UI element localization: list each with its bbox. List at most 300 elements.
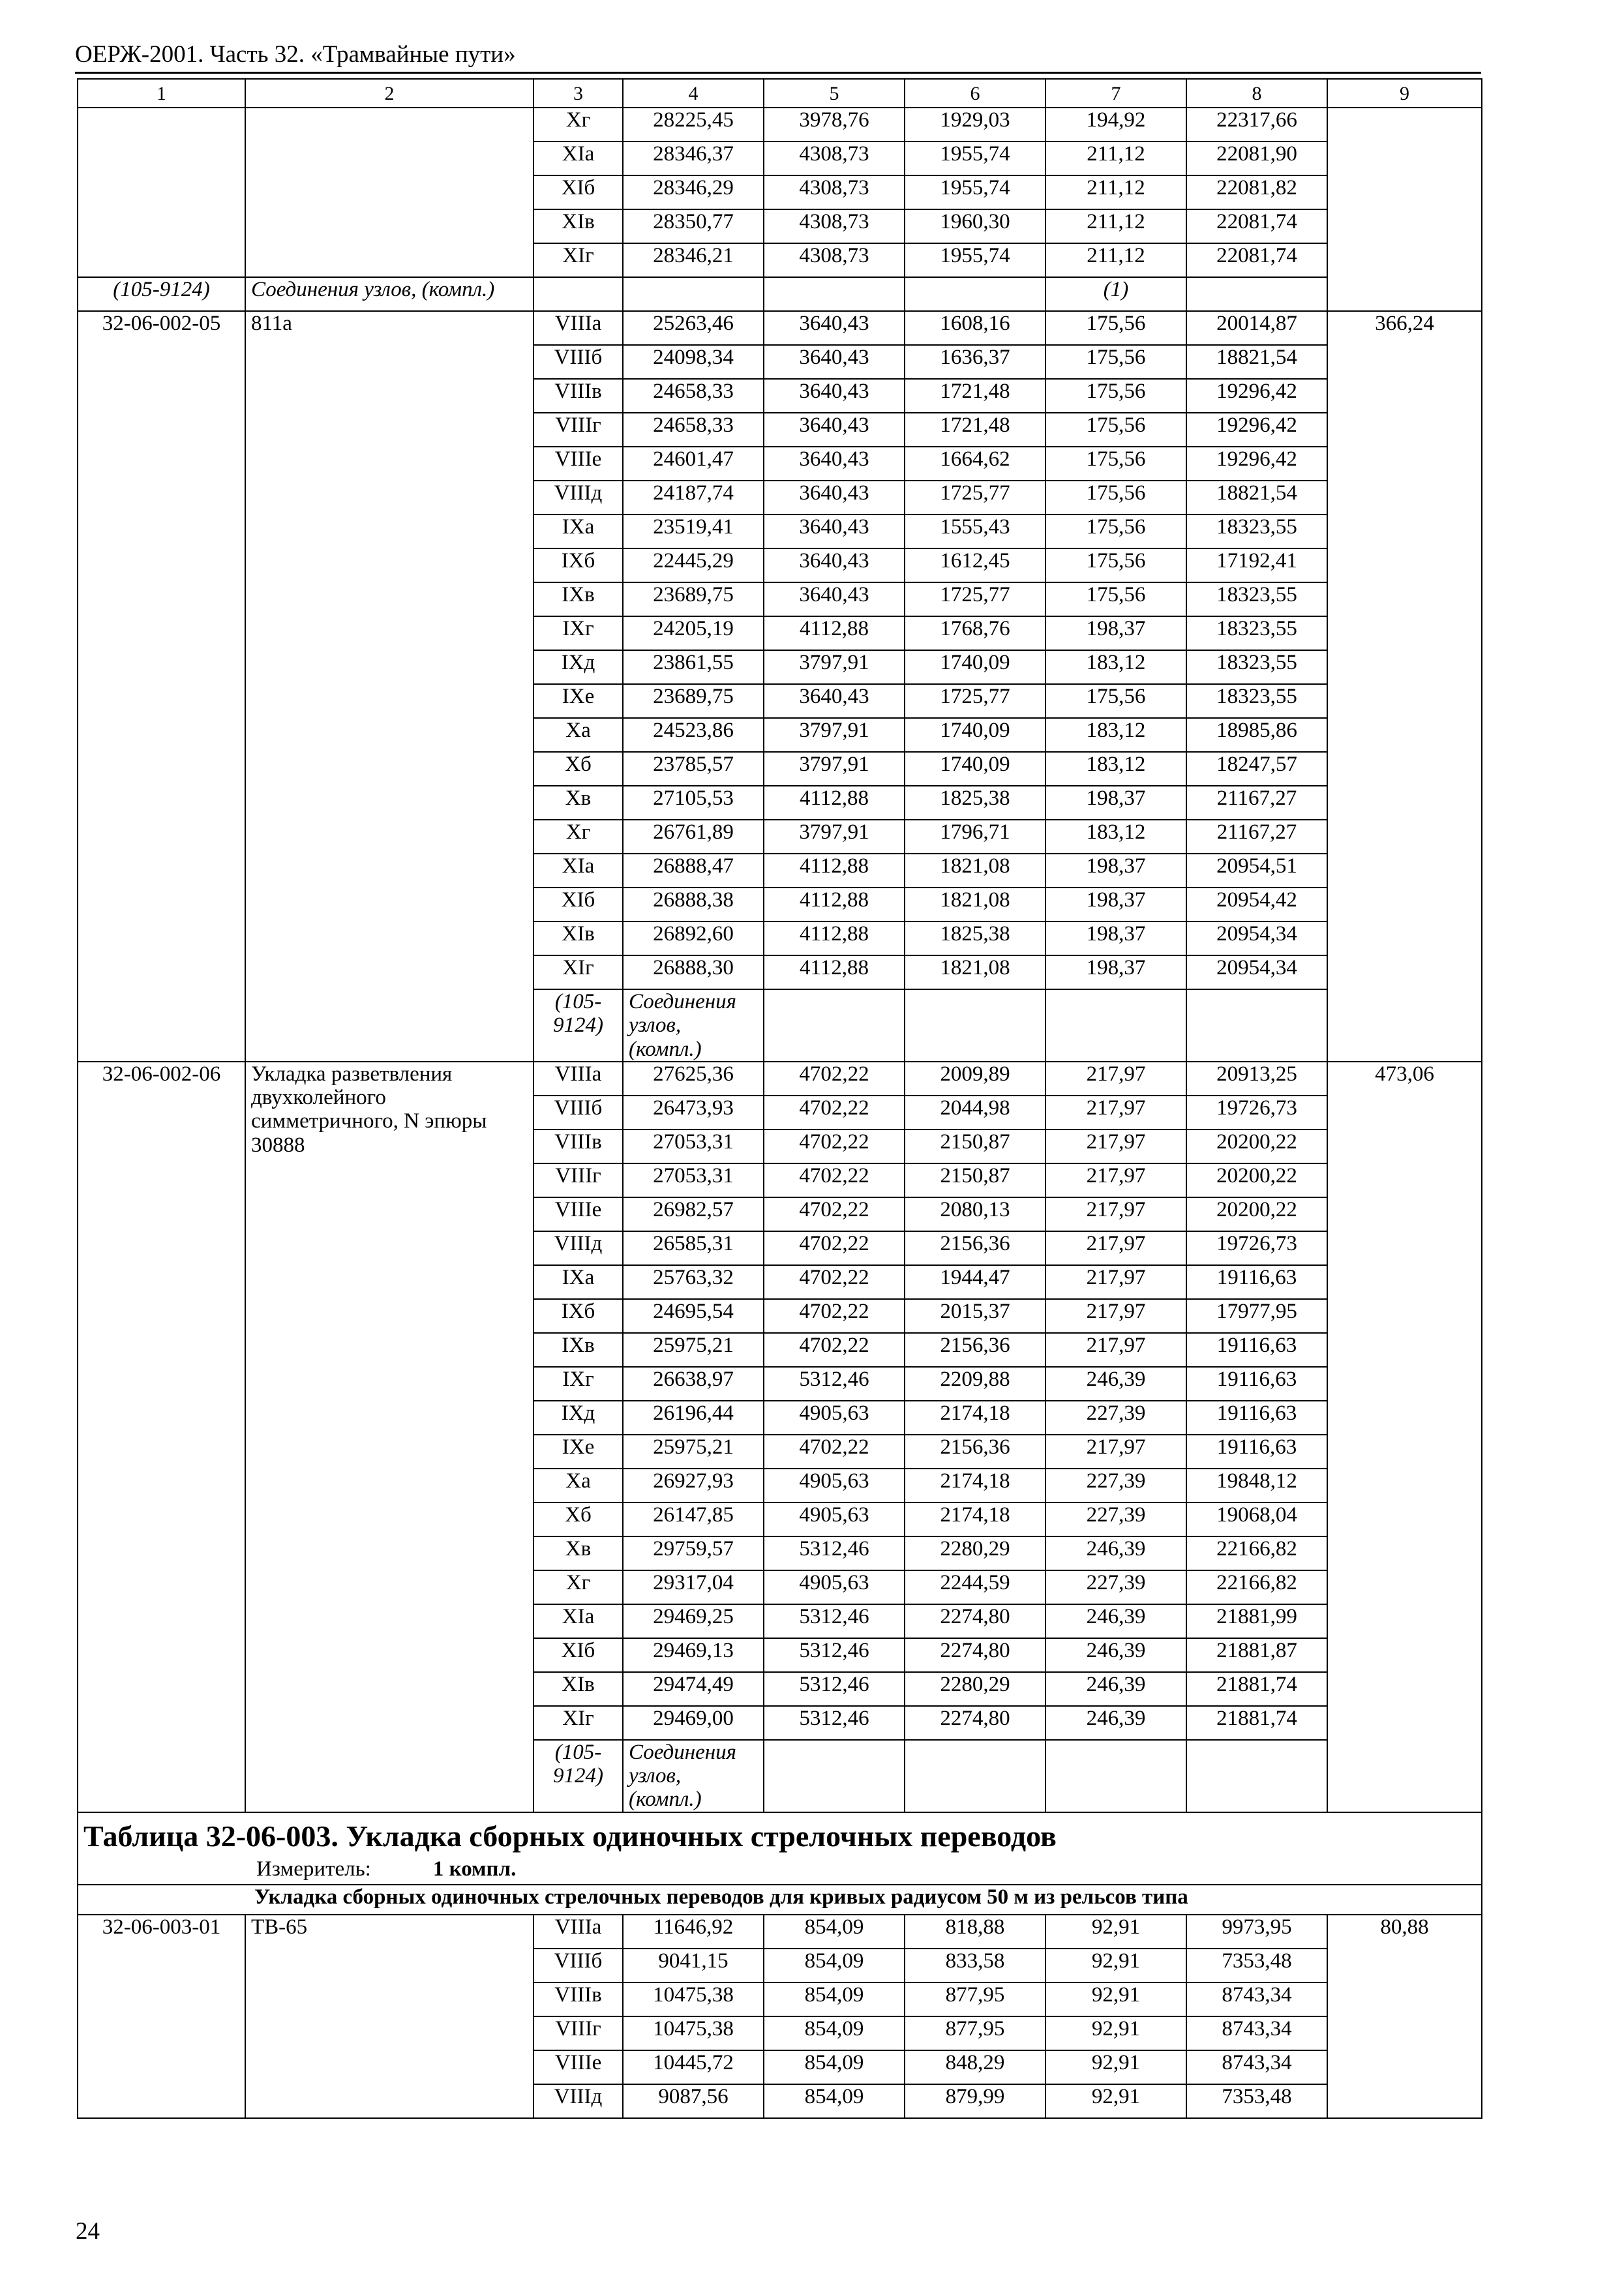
value-cell: 2274,80: [905, 1706, 1045, 1740]
value-cell: 92,91: [1045, 1915, 1186, 1949]
value-cell: 28225,45: [623, 108, 764, 142]
value-cell: 1955,74: [905, 243, 1045, 277]
value-cell: 833,58: [905, 1949, 1045, 1982]
value-cell: 29317,04: [623, 1570, 764, 1604]
resource-code: (105-9124): [534, 1740, 623, 1812]
value-cell: 211,12: [1045, 142, 1186, 175]
value-cell: 22081,82: [1186, 175, 1327, 209]
value-cell: 29759,57: [623, 1536, 764, 1570]
header-rule: [75, 72, 1481, 74]
item-name: [245, 108, 534, 277]
value-cell: 2274,80: [905, 1604, 1045, 1638]
item-name: ТВ-65: [245, 1915, 534, 2118]
value-cell: 5312,46: [764, 1672, 905, 1706]
empty-cell: [905, 277, 1045, 311]
region-cell: IXа: [534, 1265, 623, 1299]
value-cell: 21881,74: [1186, 1706, 1327, 1740]
value-cell: 7353,48: [1186, 1949, 1327, 1982]
value-cell: 877,95: [905, 1982, 1045, 2016]
region-cell: IXб: [534, 548, 623, 582]
value-cell: 4702,22: [764, 1130, 905, 1163]
region-cell: VIIIг: [534, 2016, 623, 2050]
value-cell: 854,09: [764, 1982, 905, 2016]
value-cell: 217,97: [1045, 1197, 1186, 1231]
value-cell: 4112,88: [764, 786, 905, 820]
measure-line: [83, 1854, 1476, 1884]
value-cell: 1608,16: [905, 311, 1045, 345]
value-cell: 26888,47: [623, 854, 764, 888]
value-cell: 4112,88: [764, 921, 905, 955]
value-cell: 4702,22: [764, 1096, 905, 1130]
value-cell: 29469,13: [623, 1638, 764, 1672]
value-cell: 20200,22: [1186, 1197, 1327, 1231]
item-code: 32-06-003-01: [78, 1915, 245, 2118]
value-cell: 4702,22: [764, 1197, 905, 1231]
value-cell: 227,39: [1045, 1570, 1186, 1604]
region-cell: VIIIв: [534, 379, 623, 413]
value-cell: 20200,22: [1186, 1130, 1327, 1163]
region-cell: VIIIд: [534, 481, 623, 515]
value-cell: 2150,87: [905, 1130, 1045, 1163]
value-cell: 19296,42: [1186, 413, 1327, 447]
value-cell: 4308,73: [764, 243, 905, 277]
region-cell: IXб: [534, 1299, 623, 1333]
value-cell: 4112,88: [764, 888, 905, 921]
resource-name: Соединения узлов, (компл.): [245, 277, 534, 311]
value-cell: 21881,74: [1186, 1672, 1327, 1706]
value-cell: 2156,36: [905, 1231, 1045, 1265]
region-cell: IXд: [534, 650, 623, 684]
value-cell: 26196,44: [623, 1401, 764, 1435]
value-cell: 22081,74: [1186, 243, 1327, 277]
value-cell: 23519,41: [623, 515, 764, 548]
value-cell: 217,97: [1045, 1130, 1186, 1163]
col9-value: [1327, 108, 1482, 311]
value-cell: 246,39: [1045, 1604, 1186, 1638]
value-cell: 227,39: [1045, 1469, 1186, 1503]
value-cell: 5312,46: [764, 1604, 905, 1638]
value-cell: 92,91: [1045, 2050, 1186, 2084]
value-cell: 4702,22: [764, 1163, 905, 1197]
value-cell: 92,91: [1045, 2084, 1186, 2118]
value-cell: 1821,08: [905, 854, 1045, 888]
table-title-cell: [78, 1812, 1482, 1885]
value-cell: 183,12: [1045, 718, 1186, 752]
region-cell: VIIIа: [534, 311, 623, 345]
empty-cell: [534, 277, 623, 311]
value-cell: 183,12: [1045, 650, 1186, 684]
table-title: Таблица 32-06-003. Укладка сборных одиночных стрелочных переводов: [83, 1819, 1057, 1853]
value-cell: 2150,87: [905, 1163, 1045, 1197]
value-cell: 175,56: [1045, 548, 1186, 582]
region-cell: VIIIа: [534, 1062, 623, 1096]
value-cell: 2156,36: [905, 1333, 1045, 1367]
value-cell: 10445,72: [623, 2050, 764, 2084]
value-cell: 217,97: [1045, 1265, 1186, 1299]
value-cell: 3797,91: [764, 752, 905, 786]
value-cell: 211,12: [1045, 209, 1186, 243]
value-cell: 4702,22: [764, 1231, 905, 1265]
value-cell: 26147,85: [623, 1503, 764, 1536]
value-cell: 4112,88: [764, 616, 905, 650]
value-cell: 25263,46: [623, 311, 764, 345]
value-cell: 854,09: [764, 1915, 905, 1949]
value-cell: 2044,98: [905, 1096, 1045, 1130]
value-cell: 10475,38: [623, 1982, 764, 2016]
value-cell: 29474,49: [623, 1672, 764, 1706]
region-cell: IXг: [534, 1367, 623, 1401]
region-cell: IXа: [534, 515, 623, 548]
value-cell: 22166,82: [1186, 1570, 1327, 1604]
value-cell: 26761,89: [623, 820, 764, 854]
value-cell: 7353,48: [1186, 2084, 1327, 2118]
value-cell: 22081,90: [1186, 142, 1327, 175]
column-number-row: [78, 79, 1482, 108]
value-cell: 23785,57: [623, 752, 764, 786]
value-cell: 18821,54: [1186, 345, 1327, 379]
value-cell: 18247,57: [1186, 752, 1327, 786]
region-cell: VIIIд: [534, 2084, 623, 2118]
value-cell: 4308,73: [764, 175, 905, 209]
region-cell: VIIIб: [534, 345, 623, 379]
value-cell: 9041,15: [623, 1949, 764, 1982]
value-cell: 4905,63: [764, 1503, 905, 1536]
value-cell: 20913,25: [1186, 1062, 1327, 1096]
item-code: 32-06-002-06: [78, 1062, 245, 1812]
value-cell: 211,12: [1045, 175, 1186, 209]
value-cell: 19726,73: [1186, 1231, 1327, 1265]
value-cell: 1740,09: [905, 718, 1045, 752]
measure-value: 1 компл.: [432, 1857, 517, 1881]
value-cell: 17192,41: [1186, 548, 1327, 582]
column-number: 5: [764, 79, 905, 108]
table-row: [78, 108, 1482, 142]
value-cell: 29469,00: [623, 1706, 764, 1740]
region-cell: XIа: [534, 1604, 623, 1638]
region-cell: XIб: [534, 888, 623, 921]
region-cell: VIIIг: [534, 1163, 623, 1197]
region-cell: Xв: [534, 1536, 623, 1570]
value-cell: 8743,34: [1186, 2016, 1327, 2050]
value-cell: 92,91: [1045, 1949, 1186, 1982]
empty-cell: [1186, 989, 1327, 1062]
value-cell: 21167,27: [1186, 786, 1327, 820]
resource-code: (105-9124): [534, 989, 623, 1062]
value-cell: 20014,87: [1186, 311, 1327, 345]
value-cell: 2080,13: [905, 1197, 1045, 1231]
value-cell: 3640,43: [764, 481, 905, 515]
value-cell: 1821,08: [905, 955, 1045, 989]
value-cell: 4112,88: [764, 854, 905, 888]
value-cell: 24098,34: [623, 345, 764, 379]
value-cell: 24695,54: [623, 1299, 764, 1333]
value-cell: 183,12: [1045, 820, 1186, 854]
value-cell: 198,37: [1045, 955, 1186, 989]
value-cell: 1725,77: [905, 481, 1045, 515]
value-cell: 25975,21: [623, 1435, 764, 1469]
value-cell: 2244,59: [905, 1570, 1045, 1604]
value-cell: 3640,43: [764, 548, 905, 582]
region-cell: Xа: [534, 1469, 623, 1503]
value-cell: 1721,48: [905, 379, 1045, 413]
value-cell: 92,91: [1045, 1982, 1186, 2016]
empty-cell: [764, 1740, 905, 1812]
value-cell: 23689,75: [623, 684, 764, 718]
value-cell: 18985,86: [1186, 718, 1327, 752]
value-cell: 175,56: [1045, 582, 1186, 616]
value-cell: 29469,25: [623, 1604, 764, 1638]
region-cell: VIIIе: [534, 447, 623, 481]
value-cell: 19116,63: [1186, 1401, 1327, 1435]
region-cell: VIIIе: [534, 1197, 623, 1231]
value-cell: 246,39: [1045, 1638, 1186, 1672]
value-cell: 3640,43: [764, 447, 905, 481]
value-cell: 4702,22: [764, 1435, 905, 1469]
value-cell: 4905,63: [764, 1570, 905, 1604]
value-cell: 4702,22: [764, 1333, 905, 1367]
value-cell: 175,56: [1045, 379, 1186, 413]
column-number: 6: [905, 79, 1045, 108]
value-cell: 175,56: [1045, 684, 1186, 718]
value-cell: 1740,09: [905, 752, 1045, 786]
value-cell: 3797,91: [764, 820, 905, 854]
value-cell: 217,97: [1045, 1096, 1186, 1130]
column-number: 4: [623, 79, 764, 108]
region-cell: XIб: [534, 1638, 623, 1672]
column-number: 8: [1186, 79, 1327, 108]
resource-name: Соединения узлов, (компл.): [623, 989, 764, 1062]
value-cell: 26982,57: [623, 1197, 764, 1231]
value-cell: 1768,76: [905, 616, 1045, 650]
value-cell: 1740,09: [905, 650, 1045, 684]
region-cell: VIIIб: [534, 1949, 623, 1982]
page-number: 24: [76, 2218, 100, 2245]
value-cell: 217,97: [1045, 1163, 1186, 1197]
resource-name: Соединения узлов, (компл.): [623, 1740, 764, 1812]
value-cell: 198,37: [1045, 888, 1186, 921]
col9-value: 80,88: [1327, 1915, 1482, 2118]
value-cell: 92,91: [1045, 2016, 1186, 2050]
value-cell: 854,09: [764, 2084, 905, 2118]
value-cell: 5312,46: [764, 1706, 905, 1740]
empty-cell: [1186, 1740, 1327, 1812]
region-cell: Xб: [534, 1503, 623, 1536]
value-cell: 19726,73: [1186, 1096, 1327, 1130]
value-cell: 4905,63: [764, 1401, 905, 1435]
region-cell: XIв: [534, 1672, 623, 1706]
value-cell: 26888,38: [623, 888, 764, 921]
resource-table: [77, 78, 1482, 2119]
value-cell: 19116,63: [1186, 1265, 1327, 1299]
value-cell: 20954,42: [1186, 888, 1327, 921]
value-cell: 2174,18: [905, 1503, 1045, 1536]
item-code: [78, 108, 245, 277]
value-cell: 1825,38: [905, 921, 1045, 955]
value-cell: 26473,93: [623, 1096, 764, 1130]
value-cell: 9087,56: [623, 2084, 764, 2118]
value-cell: 20954,51: [1186, 854, 1327, 888]
empty-cell: [905, 1740, 1045, 1812]
value-cell: 4702,22: [764, 1062, 905, 1096]
value-cell: 2015,37: [905, 1299, 1045, 1333]
value-cell: 2174,18: [905, 1469, 1045, 1503]
value-cell: 19116,63: [1186, 1333, 1327, 1367]
value-cell: 25763,32: [623, 1265, 764, 1299]
region-cell: IXе: [534, 684, 623, 718]
value-cell: 877,95: [905, 2016, 1045, 2050]
value-cell: 26638,97: [623, 1367, 764, 1401]
value-cell: 183,12: [1045, 752, 1186, 786]
value-cell: 22166,82: [1186, 1536, 1327, 1570]
empty-cell: [905, 989, 1045, 1062]
value-cell: 175,56: [1045, 515, 1186, 548]
value-cell: 3640,43: [764, 515, 905, 548]
table-row: [78, 1062, 1482, 1096]
value-cell: 854,09: [764, 1949, 905, 1982]
value-cell: 24601,47: [623, 447, 764, 481]
value-cell: 8743,34: [1186, 1982, 1327, 2016]
value-cell: 10475,38: [623, 2016, 764, 2050]
value-cell: 175,56: [1045, 447, 1186, 481]
region-cell: XIб: [534, 175, 623, 209]
value-cell: 1821,08: [905, 888, 1045, 921]
value-cell: 19296,42: [1186, 447, 1327, 481]
value-cell: 21881,99: [1186, 1604, 1327, 1638]
value-cell: 17977,95: [1186, 1299, 1327, 1333]
value-cell: 246,39: [1045, 1367, 1186, 1401]
column-number: 7: [1045, 79, 1186, 108]
value-cell: 8743,34: [1186, 2050, 1327, 2084]
region-cell: XIг: [534, 955, 623, 989]
empty-cell: [1045, 989, 1186, 1062]
value-cell: 1796,71: [905, 820, 1045, 854]
value-cell: 2156,36: [905, 1435, 1045, 1469]
value-cell: 2280,29: [905, 1536, 1045, 1570]
region-cell: XIг: [534, 1706, 623, 1740]
value-cell: 22081,74: [1186, 209, 1327, 243]
value-cell: 1825,38: [905, 786, 1045, 820]
value-cell: 18821,54: [1186, 481, 1327, 515]
value-cell: 2174,18: [905, 1401, 1045, 1435]
region-cell: Xг: [534, 108, 623, 142]
value-cell: 175,56: [1045, 311, 1186, 345]
value-cell: 22317,66: [1186, 108, 1327, 142]
value-cell: 24658,33: [623, 413, 764, 447]
value-cell: 1725,77: [905, 684, 1045, 718]
value-cell: 2209,88: [905, 1367, 1045, 1401]
document-header: ОЕРЖ-2001. Часть 32. «Трамвайные пути»: [75, 41, 516, 68]
region-cell: VIIIе: [534, 2050, 623, 2084]
region-cell: XIв: [534, 209, 623, 243]
value-cell: 2009,89: [905, 1062, 1045, 1096]
value-cell: 3640,43: [764, 311, 905, 345]
region-cell: IXг: [534, 616, 623, 650]
region-cell: IXе: [534, 1435, 623, 1469]
empty-cell: [764, 989, 905, 1062]
value-cell: 27105,53: [623, 786, 764, 820]
value-cell: 3797,91: [764, 718, 905, 752]
value-cell: 175,56: [1045, 413, 1186, 447]
region-cell: VIIIд: [534, 1231, 623, 1265]
region-cell: Xа: [534, 718, 623, 752]
value-cell: 22445,29: [623, 548, 764, 582]
value-cell: 3797,91: [764, 650, 905, 684]
table-row: [78, 1915, 1482, 1949]
empty-cell: [1045, 1740, 1186, 1812]
region-cell: IXд: [534, 1401, 623, 1435]
value-cell: 26888,30: [623, 955, 764, 989]
value-cell: 5312,46: [764, 1638, 905, 1672]
value-cell: 19296,42: [1186, 379, 1327, 413]
region-cell: VIIIг: [534, 413, 623, 447]
value-cell: 1636,37: [905, 345, 1045, 379]
value-cell: 879,99: [905, 2084, 1045, 2118]
region-cell: IXв: [534, 582, 623, 616]
value-cell: 3640,43: [764, 379, 905, 413]
region-cell: IXв: [534, 1333, 623, 1367]
value-cell: 198,37: [1045, 921, 1186, 955]
value-cell: 1955,74: [905, 142, 1045, 175]
value-cell: 19116,63: [1186, 1435, 1327, 1469]
value-cell: 11646,92: [623, 1915, 764, 1949]
region-cell: XIа: [534, 142, 623, 175]
value-cell: 18323,55: [1186, 616, 1327, 650]
value-cell: 1725,77: [905, 582, 1045, 616]
region-cell: VIIIв: [534, 1130, 623, 1163]
value-cell: 18323,55: [1186, 684, 1327, 718]
value-cell: 217,97: [1045, 1299, 1186, 1333]
col9-value: 473,06: [1327, 1062, 1482, 1812]
value-cell: 211,12: [1045, 243, 1186, 277]
value-cell: 2280,29: [905, 1672, 1045, 1706]
value-cell: 27625,36: [623, 1062, 764, 1096]
value-cell: 217,97: [1045, 1231, 1186, 1265]
value-cell: 246,39: [1045, 1672, 1186, 1706]
value-cell: 27053,31: [623, 1163, 764, 1197]
column-number: 1: [78, 79, 245, 108]
item-code: 32-06-002-05: [78, 311, 245, 1062]
value-cell: 1664,62: [905, 447, 1045, 481]
value-cell: 19116,63: [1186, 1367, 1327, 1401]
value-cell: 4702,22: [764, 1265, 905, 1299]
table-title-row: [78, 1812, 1482, 1885]
value-cell: 1612,45: [905, 548, 1045, 582]
value-cell: 2274,80: [905, 1638, 1045, 1672]
value-cell: 27053,31: [623, 1130, 764, 1163]
value-cell: 28346,21: [623, 243, 764, 277]
region-cell: VIIIа: [534, 1915, 623, 1949]
value-cell: 26585,31: [623, 1231, 764, 1265]
region-cell: XIв: [534, 921, 623, 955]
empty-cell: [764, 277, 905, 311]
value-cell: 23689,75: [623, 582, 764, 616]
value-cell: 227,39: [1045, 1503, 1186, 1536]
value-cell: 24658,33: [623, 379, 764, 413]
region-cell: Xг: [534, 1570, 623, 1604]
value-cell: 21167,27: [1186, 820, 1327, 854]
item-name: Укладка разветвления двухколейного симметричного, N эпюры 30888: [245, 1062, 534, 1812]
value-cell: 20954,34: [1186, 921, 1327, 955]
value-cell: 217,97: [1045, 1062, 1186, 1096]
value-cell: 18323,55: [1186, 582, 1327, 616]
col9-value: 366,24: [1327, 311, 1482, 1062]
region-cell: XIг: [534, 243, 623, 277]
subheading-row: [78, 1885, 1482, 1915]
column-number: 3: [534, 79, 623, 108]
value-cell: 3640,43: [764, 345, 905, 379]
region-cell: Xб: [534, 752, 623, 786]
resource-code: (105-9124): [78, 277, 245, 311]
